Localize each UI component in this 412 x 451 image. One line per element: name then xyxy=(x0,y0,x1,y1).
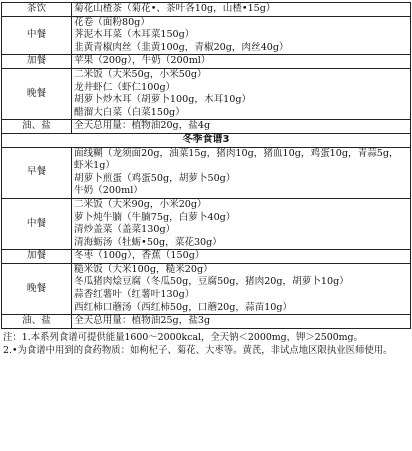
dish-line: 二米饭（大米90g，小米20g） xyxy=(74,198,207,210)
dish-list xyxy=(72,55,411,69)
dish-list xyxy=(72,263,411,314)
dish-line: 二米饭（大米50g，小米50g） xyxy=(74,68,207,80)
menu-table xyxy=(1,2,411,329)
dish-line: 面线糊（龙须面20g，油菜15g，猪肉10g，猪血10g，鸡蛋10g，青蒜5g，虾米1g） xyxy=(74,147,399,172)
meal-label: 加餐 xyxy=(2,55,72,69)
dish-list xyxy=(72,250,411,264)
menu-row xyxy=(2,55,411,69)
dish-line: 萝卜炖牛腩（牛腩75g，白萝卜40g） xyxy=(74,211,236,223)
meal-label: 中餐 xyxy=(2,198,72,249)
note-line-2: 2.•为食谱中用到的食药物质：如枸杞子、菊花、大枣等。黄芪，非试点地区限执业医师使用。 xyxy=(3,344,393,356)
dish-line: 蒜香红薯叶（红薯叶130g） xyxy=(74,289,195,301)
dish-list xyxy=(72,16,411,55)
dish-line: 清炒盖菜（盖菜130g） xyxy=(74,224,176,236)
menu-row xyxy=(2,250,411,264)
meal-label: 茶饮 xyxy=(2,3,72,17)
meal-label: 油、盐 xyxy=(2,315,72,329)
menu-row xyxy=(2,147,411,198)
dish-line: 胡萝卜炒木耳（胡萝卜100g，木耳10g） xyxy=(74,94,252,106)
dish-line: 荠泥木耳菜（木耳菜150g） xyxy=(74,29,195,41)
menu-row xyxy=(2,16,411,55)
meal-label: 油、盐 xyxy=(2,120,72,134)
dish-list xyxy=(72,120,411,134)
dish-line: 牛奶（200ml） xyxy=(74,185,143,197)
note-line-1: 注：1.本系列食谱可提供能量1600～2000kcal，全天钠＜2000mg，钾＞2500mg。 xyxy=(3,331,363,343)
dish-line: 冬瓜猪肉烩豆腐（冬瓜50g，豆腐50g，猪肉20g，胡萝卜10g） xyxy=(74,276,349,288)
dish-line: 醋溜大白菜（白菜150g） xyxy=(74,106,185,118)
dish-line: 苹果（200g），牛奶（200ml） xyxy=(74,55,211,67)
dish-line: 菊花山楂茶（菊花•、茶叶各10g，山楂•15g） xyxy=(74,3,276,14)
menu-row xyxy=(2,263,411,314)
dish-line: 胡萝卜煎蛋（鸡蛋50g，胡萝卜50g） xyxy=(74,172,236,184)
dish-line: 冬枣（100g），香蕉（150g） xyxy=(74,250,205,262)
dish-line: 花卷（面粉80g） xyxy=(74,16,150,28)
menu-row xyxy=(2,120,411,134)
dish-line: 全天总用量：植物油25g，盐3g xyxy=(74,315,211,327)
notes xyxy=(3,331,409,357)
dish-line: 糙米饭（大米100g，糙米20g） xyxy=(74,263,213,275)
meal-label: 早餐 xyxy=(2,147,72,198)
menu-row xyxy=(2,315,411,329)
dish-list xyxy=(72,315,411,329)
section-title: 冬季食谱3 xyxy=(2,133,411,147)
menu-table-bottom-body xyxy=(2,147,411,328)
dish-list xyxy=(72,198,411,249)
menu-row xyxy=(2,3,411,17)
dish-line: 清海蛎汤（牡蛎•50g，菜花30g） xyxy=(74,236,222,248)
meal-label: 中餐 xyxy=(2,16,72,55)
dish-line: 龙井虾仁（虾仁100g） xyxy=(74,81,176,93)
menu-table-top-body xyxy=(2,3,411,134)
dish-list xyxy=(72,147,411,198)
menu-row xyxy=(2,198,411,249)
dish-line: 西红柿口蘑汤（西红柿50g，口蘑20g，蒜苗10g） xyxy=(74,301,293,313)
meal-label: 加餐 xyxy=(2,250,72,264)
section-header-row xyxy=(2,133,411,147)
meal-label: 晚餐 xyxy=(2,68,72,119)
dish-line: 韭黄青椒肉丝（韭黄100g，青椒20g，肉丝40g） xyxy=(74,41,289,53)
menu-row xyxy=(2,68,411,119)
meal-label: 晚餐 xyxy=(2,263,72,314)
dish-line: 全天总用量：植物油20g，盐4g xyxy=(74,120,211,132)
dish-list xyxy=(72,68,411,119)
dish-list xyxy=(72,3,411,17)
